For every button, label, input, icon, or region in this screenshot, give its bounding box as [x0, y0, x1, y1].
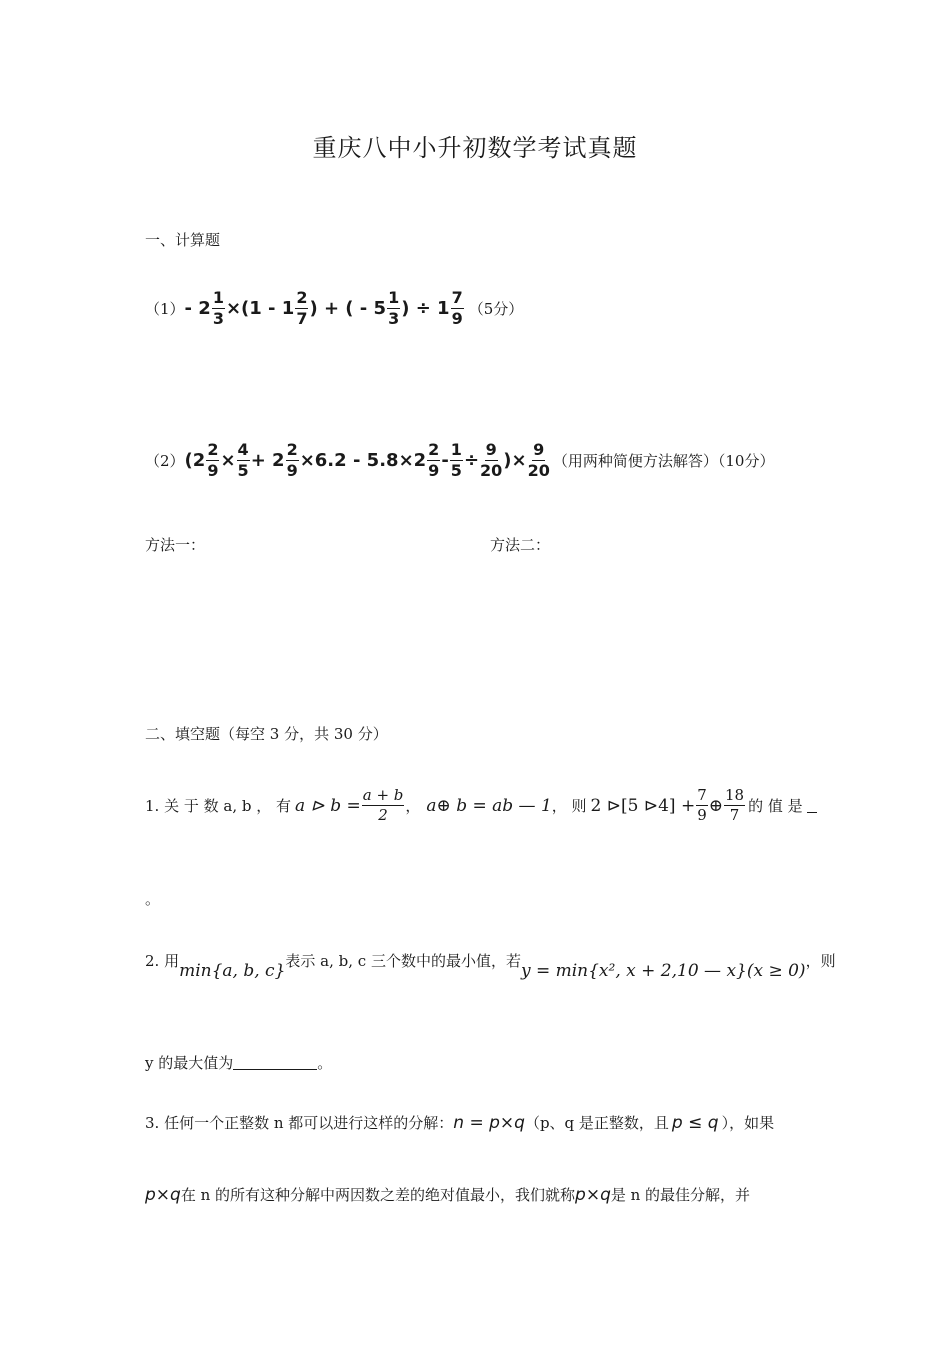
method-one-label: 方法一： [145, 536, 206, 554]
question-2 [145, 442, 774, 479]
p3-condition: p ≤ q [671, 1112, 719, 1133]
p2-line2: y 的最大值为 [145, 1054, 234, 1072]
p3-lead: 3. 任何一个正整数 n 都可以进行这样的分解： [145, 1114, 454, 1132]
p1-then: ， 则 [551, 797, 587, 815]
q1-score: （5分） [468, 300, 524, 318]
p3-line2-mid: 在 n 的所有这种分解中两因数之差的绝对值最小，我们就称 [180, 1186, 576, 1204]
p2-then: ，则 [805, 952, 836, 970]
method-two-label: 方法二： [490, 536, 551, 554]
p2-lead: 2. 用 [145, 952, 180, 970]
question-1 [145, 290, 523, 327]
p3-n-expression: n = p×q [453, 1112, 525, 1133]
q1-prefix: （1） [145, 300, 185, 318]
section-heading-fill: 二、填空题（每空 3 分，共 30 分） [145, 725, 388, 743]
p3-line2-tail: 是 n 的最佳分解，并 [610, 1186, 751, 1204]
fill-question-3 [145, 1112, 774, 1133]
answer-blank-1[interactable] [807, 798, 817, 813]
section-heading-calc: 一、计算题 [145, 231, 221, 249]
p3-tail: ），如果 [721, 1114, 775, 1132]
p3-expr-2: p×q [575, 1184, 611, 1205]
fill-question-3-line2 [145, 1184, 750, 1205]
fill-question-2-line2 [145, 1052, 332, 1073]
q1-expression: - 2 $\frac{1}{3}$ ×(1 - 1 $\frac{2}{7}$ ) + ( - 5 $\frac{1}{3}$ ) ÷ 1 $\frac{7}{9}$ [184, 288, 463, 328]
p2-mid: 表示 a, b, c 三个数中的最小值，若 [285, 952, 521, 970]
answer-blank-2[interactable] [233, 1055, 317, 1070]
fill-question-1 [145, 788, 817, 823]
p1-definition-2: a⊕ b = ab — 1 [426, 795, 552, 816]
q2-prefix: （2） [145, 452, 185, 470]
q2-note: （用两种简便方法解答）（10分） [552, 452, 775, 470]
p1-comma: ， [405, 797, 421, 815]
p1-lead: 1. 关 于 数 a, b ， 有 [145, 797, 292, 815]
p2-y-expression: y = min{x², x + 2,10 — x}(x ≥ 0) [520, 960, 806, 981]
p2-min-expression: min{a, b, c} [179, 960, 286, 981]
q2-expression: (2 $\frac{2}{9}$ × $\frac{4}{5}$ + 2 $\frac{2}{9}$ ×6.2 - 5.8×2 $\frac{2}{9}$ - $\frac{1}{5}$ ÷ $\frac{9}{20}$ )× $\frac{9}{20}$ [184, 440, 550, 480]
fill-question-2 [145, 950, 836, 981]
p3-mid: （p、q 是正整数，且 [524, 1114, 669, 1132]
p2-end: 。 [317, 1054, 333, 1072]
p1-end: 。 [145, 890, 161, 908]
p1-tail: 的 值 是 [748, 797, 803, 815]
p1-definition-1: a ⊳ b = $\frac{a + b}{2}$ [295, 786, 404, 824]
p3-expr-1: p×q [145, 1184, 181, 1205]
page-title: 重庆八中小升初数学考试真题 [312, 134, 638, 162]
p1-expression: 2 ⊳[5 ⊳4] + $\frac{7}{9}$ ⊕ $\frac{18}{7}$ [590, 786, 745, 824]
